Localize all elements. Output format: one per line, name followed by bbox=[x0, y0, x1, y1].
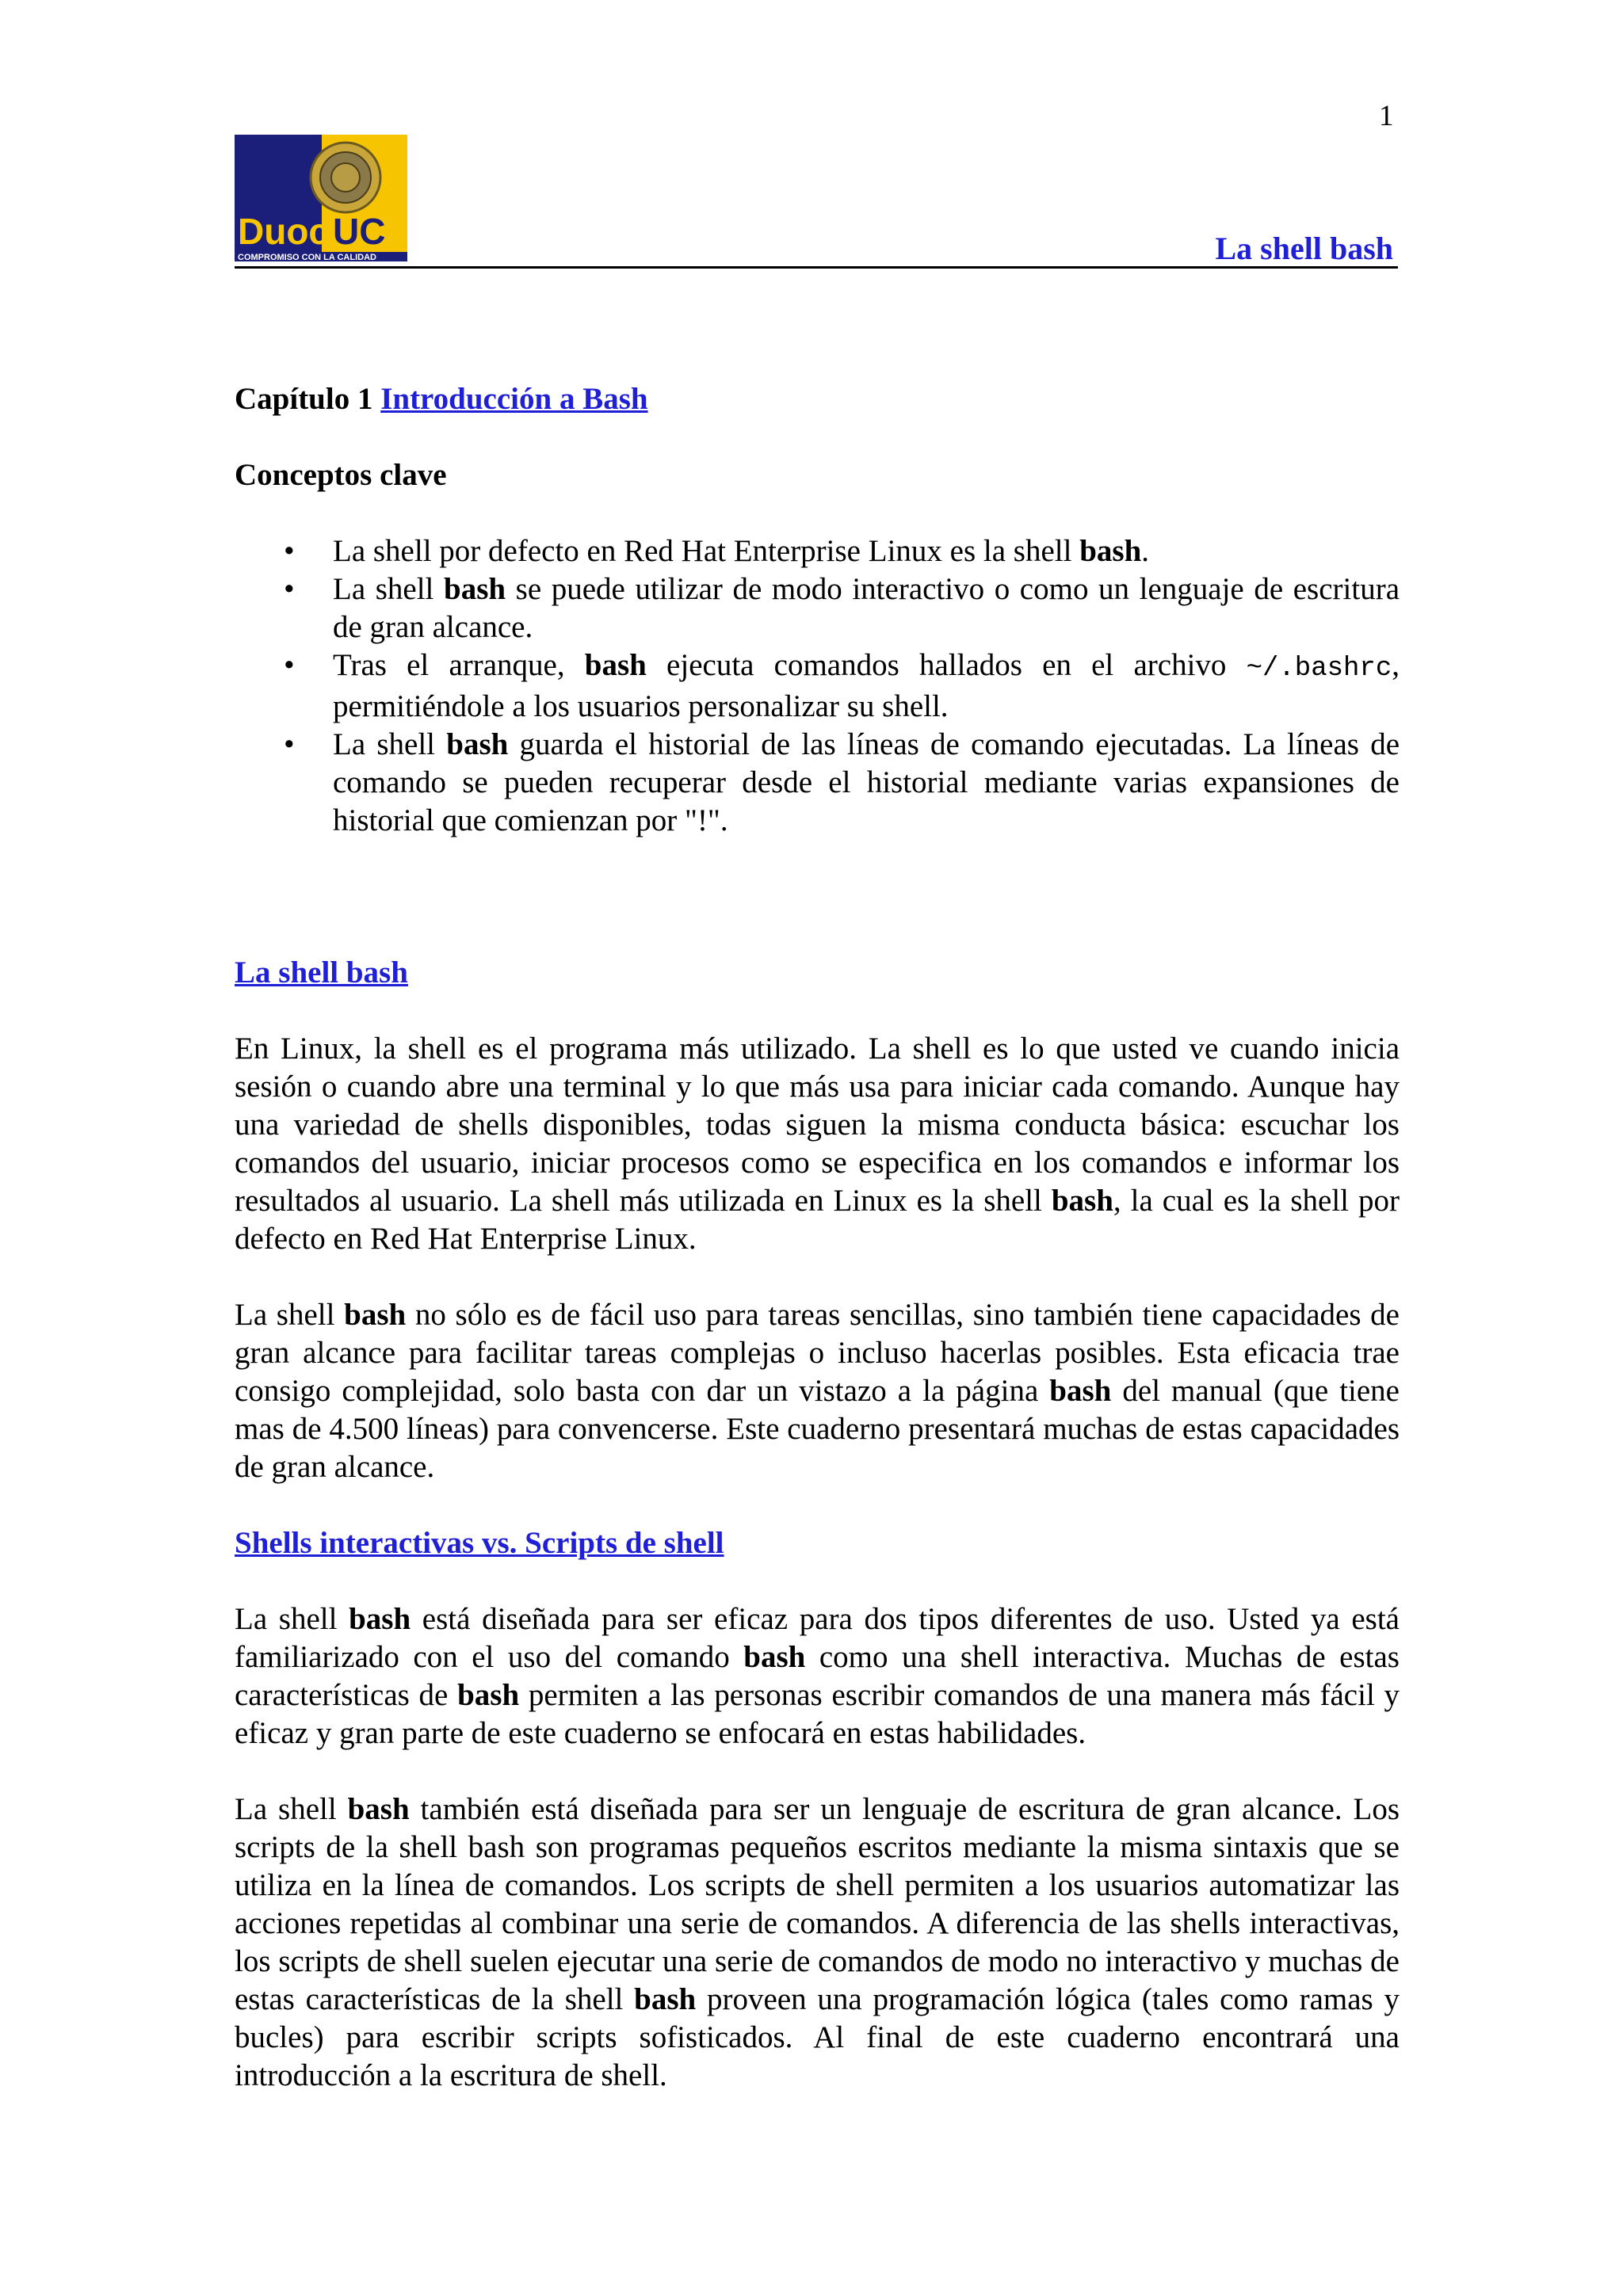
list-item: • La shell bash guarda el historial de las líneas de comando ejecutadas. La líneas de comando se pueden recuperar desde el historial mediante varias expansiones de historial que comienzan por "!". bbox=[284, 727, 1400, 837]
page-content bbox=[235, 380, 1400, 2095]
section-heading-shell-bash bbox=[235, 954, 1400, 992]
key-concepts-list bbox=[235, 532, 1400, 840]
section-heading-interactive-vs-scripts bbox=[235, 1524, 1400, 1562]
header-title: La shell bash bbox=[1215, 231, 1393, 266]
list-item: • Tras el arranque, bash ejecuta comandos hallados en el archivo ~/.bashrc, permitiéndole a los usuarios personalizar su shell. bbox=[284, 648, 1400, 723]
section-link-interactive-vs-scripts[interactable]: Shells interactivas vs. Scripts de shell bbox=[235, 1526, 724, 1560]
header-rule bbox=[235, 266, 1398, 269]
paragraph: La shell bash también está diseñada para ser un lenguaje de escritura de gran alcance. Los scripts de la shell bash son programas pequeños escritos mediante la misma sintaxis que se utiliza en la línea de comandos. Los scripts de shell permiten a los usuarios automatizar las acciones repetidas al combinar una serie de comandos. A diferencia de las shells interactivas, los scripts de shell suelen ejecutar una serie de comandos de modo no interactivo y muchas de estas características de la shell bash proveen una programación lógica (tales como ramas y bucles) para escribir scripts sofisticados. Al final de este cuaderno encontrará una introducción a la escritura de shell. bbox=[235, 1792, 1400, 2092]
key-concepts-heading: Conceptos clave bbox=[235, 458, 447, 492]
paragraph: La shell bash está diseñada para ser eficaz para dos tipos diferentes de uso. Usted ya está familiarizado con el uso del comando bash como una shell interactiva. Muchas de estas características de bash permiten a las personas escribir comandos de una manera más fácil y eficaz y gran parte de este cuaderno se enfocará en estas habilidades. bbox=[235, 1602, 1400, 1750]
svg-text:Duoc: Duoc bbox=[238, 211, 329, 252]
paragraph: La shell bash no sólo es de fácil uso para tareas sencillas, sino también tiene capacidades de gran alcance para facilitar tareas complejas o incluso hacerlas posibles. Esta eficacia trae consigo complejidad, solo basta con dar un vistazo a la página bash del manual (que tiene mas de 4.500 líneas) para convencerse. Este cuaderno presentará muchas de estas capacidades de gran alcance. bbox=[235, 1298, 1400, 1484]
chapter-link[interactable]: Introducción a Bash bbox=[380, 382, 648, 416]
list-item: • La shell bash se puede utilizar de modo interactivo o como un lenguaje de escritura de gran alcance. bbox=[284, 572, 1400, 644]
svg-text:UC: UC bbox=[333, 211, 386, 252]
list-item: • La shell por defecto en Red Hat Enterprise Linux es la shell bash. bbox=[284, 534, 1150, 568]
page-number: 1 bbox=[1379, 100, 1394, 132]
chapter-heading: Capítulo 1 Introducción a Bash bbox=[235, 382, 648, 416]
duocuc-logo bbox=[235, 135, 407, 261]
svg-text:COMPROMISO CON LA CALIDAD: COMPROMISO CON LA CALIDAD bbox=[238, 253, 376, 261]
paragraph: En Linux, la shell es el programa más utilizado. La shell es lo que usted ve cuando inicia sesión o cuando abre una terminal y lo que más usa para iniciar cada comando. Aunque hay una variedad de shells disponibles, todas siguen la misma conducta básica: escuchar los comandos del usuario, iniciar procesos como se especifica en los comandos e informar los resultados al usuario. La shell más utilizada en Linux es la shell bash, la cual es la shell por defecto en Red Hat Enterprise Linux. bbox=[235, 1032, 1400, 1256]
section-link-shell-bash[interactable]: La shell bash bbox=[235, 955, 408, 990]
